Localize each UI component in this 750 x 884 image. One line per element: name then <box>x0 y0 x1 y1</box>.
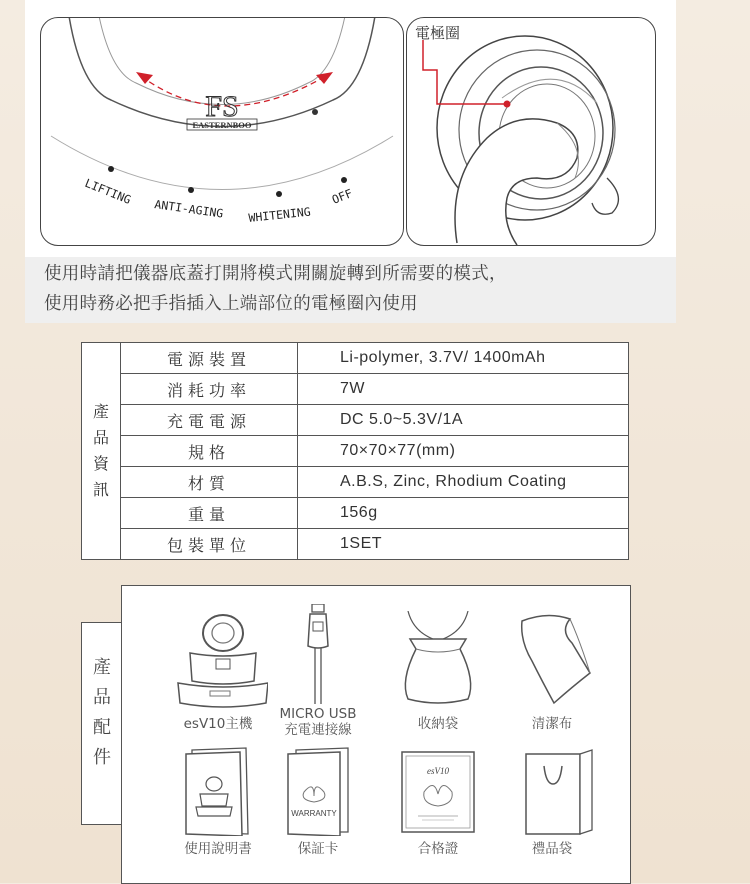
accessory-label: MICRO USB <box>279 706 357 722</box>
table-row <box>82 467 629 498</box>
device-icon <box>168 611 268 711</box>
accessory-label: 收納袋 <box>417 716 459 732</box>
accessory-label: 合格證 <box>417 841 459 857</box>
accessory-gift-bag <box>492 744 612 858</box>
spec-label: 材質 <box>121 467 298 498</box>
certificate-icon <box>388 744 488 836</box>
accessory-usb-cable <box>258 604 378 738</box>
finger-icon <box>455 119 578 245</box>
spec-label: 消耗功率 <box>121 374 298 405</box>
brand-logo: FS <box>205 90 239 123</box>
product-illustration-panel <box>25 0 676 257</box>
mode-label: WHITENING <box>247 204 312 225</box>
caption-line: 使用時請把儀器底蓋打開將模式開關旋轉到所需要的模式， <box>44 264 507 284</box>
brand-name: EASTERNBOO <box>192 120 252 130</box>
spec-value: Li-polymer, 3.7V/ 1400mAh <box>298 343 629 374</box>
spec-category: 產 品 資 訊 <box>82 343 121 560</box>
accessory-certificate <box>378 744 498 858</box>
accessories-box <box>121 585 631 884</box>
table-row <box>82 498 629 529</box>
cloth-icon <box>502 611 602 711</box>
accessory-cloth <box>492 611 612 733</box>
spec-label: 規格 <box>121 436 298 467</box>
caption-line: 使用時務必把手指插入上端部位的電極圈內使用 <box>44 294 418 314</box>
mode-label: ANTI-AGING <box>153 197 225 221</box>
accessory-label: 充電連接線 <box>284 722 352 738</box>
spec-label: 包裝單位 <box>121 529 298 560</box>
spec-value: DC 5.0~5.3V/1A <box>298 405 629 436</box>
usb-cable-icon <box>268 604 368 704</box>
warranty-card-icon <box>268 744 368 836</box>
spec-value: 156g <box>298 498 629 529</box>
table-row <box>82 436 629 467</box>
accessory-label: 使用說明書 <box>184 841 252 857</box>
accessory-label: 清潔布 <box>531 716 573 732</box>
manual-icon <box>168 744 268 836</box>
pouch-icon <box>388 611 488 711</box>
spec-label: 重量 <box>121 498 298 529</box>
table-row <box>82 343 629 374</box>
accessory-label: esV10主機 <box>183 716 253 732</box>
gift-bag-icon <box>502 744 602 836</box>
electrode-ring-diagram <box>406 17 656 246</box>
svg-text:WARRANTY: WARRANTY <box>291 809 337 818</box>
table-row <box>82 529 629 560</box>
spec-value: A.B.S, Zinc, Rhodium Coating <box>298 467 629 498</box>
accessory-label: 保証卡 <box>297 841 339 857</box>
spec-value: 70×70×77(mm) <box>298 436 629 467</box>
accessory-warranty <box>258 744 378 858</box>
electrode-ring-label: 電極圈 <box>415 24 461 42</box>
accessory-pouch <box>378 611 498 733</box>
mode-label: LIFTING <box>82 175 134 207</box>
spec-label: 電源裝置 <box>121 343 298 374</box>
usage-caption <box>25 257 676 323</box>
accessories-category: 產 品 配 件 <box>81 622 123 825</box>
table-row <box>82 374 629 405</box>
product-spec-table <box>81 342 629 560</box>
mode-dial-diagram <box>40 17 404 246</box>
spec-value: 1SET <box>298 529 629 560</box>
table-row <box>82 405 629 436</box>
spec-value: 7W <box>298 374 629 405</box>
spec-label: 充電電源 <box>121 405 298 436</box>
accessory-label: 禮品袋 <box>531 841 573 857</box>
mode-label: OFF <box>329 186 355 207</box>
svg-text:esV10: esV10 <box>427 766 449 776</box>
